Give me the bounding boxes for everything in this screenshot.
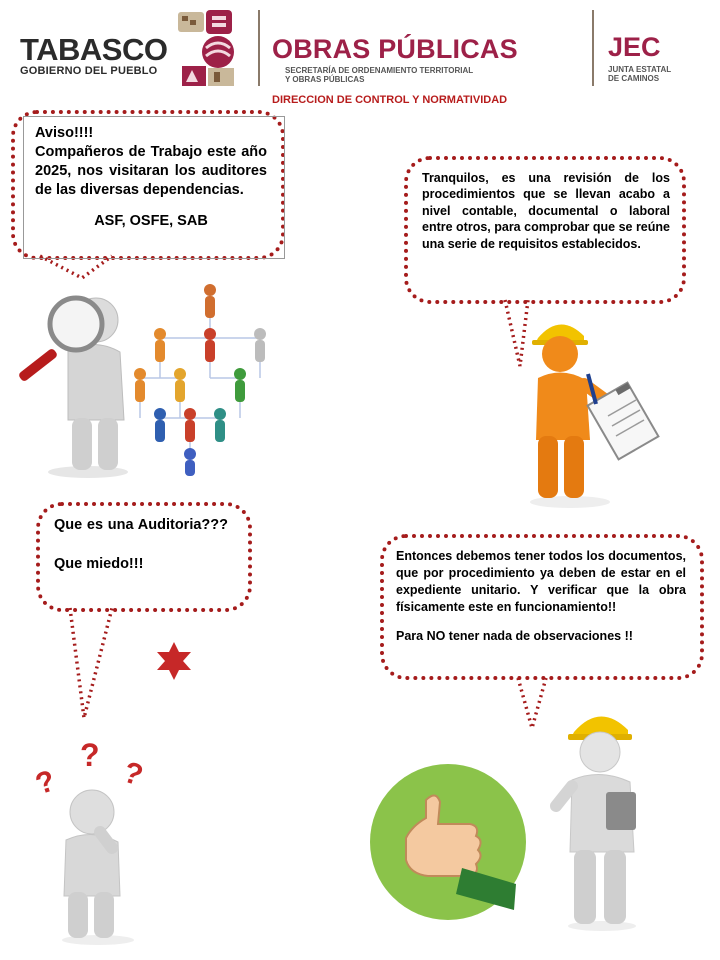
tabasco-logo-subtitle: GOBIERNO DEL PUEBLO [20, 65, 158, 77]
documentos-body: Entonces debemos tener todos los documentos, que por procedimiento ya deben de estar en el expediente unitario. Y verificar que la obra físicamente este en funcionamiento!! [396, 549, 686, 614]
engineer-clipboard-illustration [510, 310, 670, 510]
svg-text:?: ? [80, 737, 100, 773]
revision-body: Tranquilos, es una revisión de los procedimientos que se llevan acabo a nivel contable, documental o laboral entre otros, para comprobar que se reúne una serie de requisitos establecidos. [422, 171, 670, 251]
aviso-agencies: ASF, OSFE, SAB [94, 213, 208, 229]
auditoria-fear: Que miedo!!! [54, 556, 144, 572]
svg-text:?: ? [119, 755, 147, 793]
aviso-body: Compañeros de Trabajo este año 2025, nos visitaran los auditores de las diversas dependencias. [35, 144, 267, 198]
jec-subtitle-line-1: JUNTA ESTATAL [608, 65, 672, 74]
obras-subtitle-line-1: SECRETARÍA DE ORDENAMIENTO TERRITORIAL [285, 66, 474, 75]
tabasco-logo-text: TABASCO [20, 32, 168, 67]
obras-subtitle-line-2: Y OBRAS PÚBLICAS [285, 75, 365, 84]
aviso-heading: Aviso!!!! [35, 125, 94, 141]
obras-publicas-title: OBRAS PÚBLICAS [272, 34, 518, 64]
engineer-figure-illustration [550, 702, 660, 932]
svg-text:?: ? [31, 764, 60, 802]
jec-title: JEC [608, 32, 661, 62]
jec-subtitle-line-2: DE CAMINOS [608, 74, 660, 83]
direccion-heading: DIRECCION DE CONTROL Y NORMATIVIDAD [272, 94, 508, 106]
thumbs-up-illustration [366, 760, 536, 930]
auditoria-question: Que es una Auditoria??? [54, 517, 228, 533]
question-figure-illustration [28, 736, 188, 946]
documentos-closing: Para NO tener nada de observaciones !! [396, 629, 633, 643]
org-chart-illustration [100, 278, 280, 478]
